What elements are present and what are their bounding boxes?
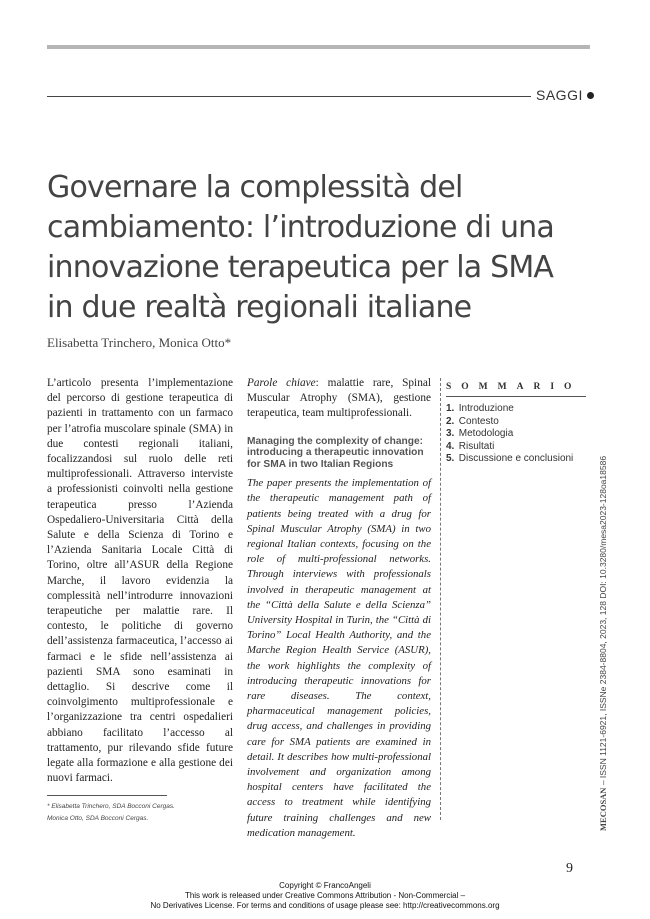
- section-bullet-icon: [587, 92, 594, 99]
- toc-item: [446, 416, 586, 429]
- footnote-item: Monica Otto, SDA Bocconi Cergas.: [47, 815, 149, 822]
- toc-item-label: Discussione e conclusioni: [458, 453, 574, 464]
- footnotes: [47, 801, 233, 825]
- title-line: cambiamento: l’introduzione di una: [47, 210, 554, 245]
- toc-item-label: Risultati: [458, 440, 495, 452]
- section-label: SAGGI: [536, 87, 583, 103]
- toc-item-number: 3.: [446, 428, 455, 439]
- page-number: 9: [566, 861, 573, 876]
- table-of-contents: [446, 382, 586, 466]
- journal-name: MECOSAN: [598, 787, 608, 831]
- toc-item-number: 2.: [446, 415, 455, 427]
- toc-title: SOMMARIO: [446, 382, 586, 397]
- copyright-line: No Derivatives License. For terms and conditions of usage please see: http://creativecommons.org: [150, 901, 500, 910]
- authors: Elisabetta Trinchero, Monica Otto*: [47, 335, 232, 350]
- title-line: in due realtà regionali italiane: [47, 290, 472, 325]
- footnote-rule: [47, 795, 167, 796]
- copyright-line: This work is released under Creative Commons Attribution - Non-Commercial –: [184, 891, 466, 900]
- toc-item: [446, 403, 586, 416]
- section-rule: [47, 96, 531, 97]
- column-dashed-divider: [440, 378, 441, 820]
- article-title: [47, 168, 607, 328]
- english-title: Managing the complexity of change: introducing a therapeutic innovation for SMA in two Italian Regions: [247, 435, 424, 470]
- toc-item-number: 4.: [446, 440, 455, 452]
- toc-item-number: 5.: [446, 453, 455, 464]
- journal-side-info: [598, 456, 608, 831]
- keywords-text: : malattie rare, Spinal Muscular Atrophy (SMA), gestione terapeutica, team multiprofessionali.: [247, 377, 431, 420]
- toc-list: [446, 403, 586, 466]
- top-divider-bar: [47, 45, 590, 49]
- abstract-italian-text: L’articolo presenta l’implementazione del percorso di gestione terapeutica di pazienti in trattamento con un farmaco per l’atrofia muscolare spinale (SMA) in due contesti regionali italiani, focalizzandosi sul ruolo delle reti multiprofessionali. Attraverso interviste a professionisti coinvolti nella gestione terapeutica presso l’Azienda Ospedaliero-Universitaria Città della Salute e della Scienza di Torino e l’Azienda Sanitaria Locale Città di Torino, oltre all’ASUR della Regione Marche, il lavoro evidenzia la complessità nell’introdurre innovazioni terapeutiche per malattie rare. Il contesto, le politiche di governo dell’assistenza farmaceutica, l’accesso ai farmaci e le sfide nell’assistenza ai pazienti SMA sono esaminati in dettaglio. Si descrive come il coinvolgimento multiprofessionale e l’organizzazione tra centri ospedalieri abbiano facilitato l’accesso al trattamento, pur rilevando sfide future legate alla formazione e alla gestione dei nuovi farmaci.: [47, 377, 233, 785]
- toc-item-label: Metodologia: [458, 428, 514, 439]
- copyright-notice: [0, 881, 650, 911]
- keywords-label: Parole chiave: [247, 377, 316, 389]
- abstract-italian: [47, 376, 233, 786]
- title-line: innovazione terapeutica per la SMA: [47, 250, 554, 285]
- toc-item-label: Contesto: [458, 415, 499, 427]
- title-line: Governare la complessità del: [47, 170, 463, 205]
- footnote-item: * Elisabetta Trinchero, SDA Bocconi Cergas.: [47, 803, 175, 810]
- copyright-line: Copyright © FrancoAngeli: [279, 881, 371, 890]
- abstract-english: The paper presents the implementation of the therapeutic management path of patients being treated with a drug for Spinal Muscular Atrophy (SMA) in two regional Italian contexts, focusing on the role of multi-professional networks. Through interviews with professionals involved in therapeutic management at the “Città della Salute e della Scienza” University Hospital in Turin, the “Città di Torino” Local Health Authority, and the Marche Region Health Service (ASUR), the work highlights the complexity of introducing therapeutic innovations for rare diseases. The context, pharmaceutical management policies, drug access, and challenges in providing care for SMA patients are examined in detail. It describes how multi-professional involvement and organization among hospital centers have facilitated the access to treatment while identifying future training challenges and new medication management.: [247, 477, 431, 839]
- english-column: [247, 376, 431, 841]
- toc-item: [446, 453, 586, 466]
- toc-item: [446, 441, 586, 454]
- toc-item-label: Introduzione: [458, 403, 514, 414]
- keywords: [247, 376, 431, 422]
- journal-details: – ISSN 1121-6921, ISSNe 2384-8804, 2023, 128 DOI: 10.3280/mesa2023-128oa18586: [598, 455, 608, 788]
- toc-item: [446, 428, 586, 441]
- toc-item-number: 1.: [446, 403, 455, 414]
